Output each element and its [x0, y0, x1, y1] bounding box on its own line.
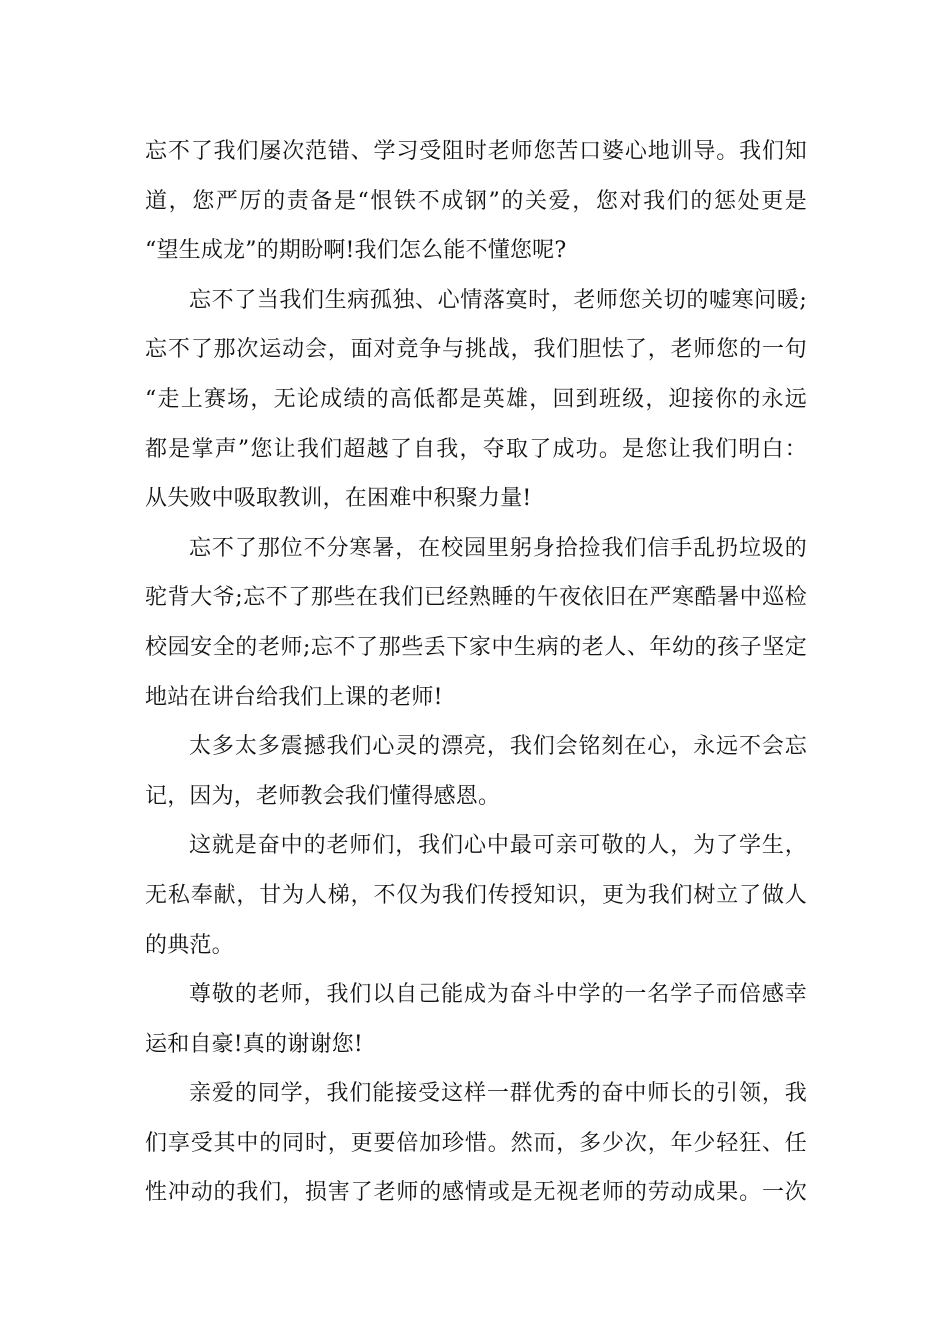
text-line: “走上赛场，无论成绩的高低都是英雄，回到班级，迎接你的永远: [145, 386, 807, 412]
text-line: 记，因为，老师教会我们懂得感恩。: [145, 783, 501, 809]
text-line: 尊敬的老师，我们以自己能成为奋斗中学的一名学子而倍感幸: [189, 982, 807, 1008]
text-line: 的典范。: [145, 932, 234, 958]
paragraph-5: [145, 821, 807, 970]
paragraph-3: [145, 524, 807, 722]
text-line: 道，您严厉的责备是“恨铁不成钢”的关爱，您对我们的惩处更是: [145, 188, 807, 214]
paragraph-7: [145, 1069, 807, 1218]
text-line: 无私奉献，甘为人梯，不仅为我们传授知识，更为我们树立了做人: [145, 882, 807, 908]
body-text: [145, 127, 807, 1218]
text-line: 忘不了那次运动会，面对竞争与挑战，我们胆怯了，老师您的一句: [145, 337, 807, 363]
text-line: 校园安全的老师;忘不了那些丢下家中生病的老人、年幼的孩子坚定: [145, 634, 807, 660]
text-line: 们享受其中的同时，更要倍加珍惜。然而，多少次，年少轻狂、任: [145, 1130, 807, 1156]
text-line: 驼背大爷;忘不了那些在我们已经熟睡的午夜依旧在严寒酷暑中巡检: [145, 585, 807, 611]
text-line: 忘不了那位不分寒暑，在校园里躬身拾捡我们信手乱扔垃圾的: [189, 535, 807, 561]
paragraph-6: [145, 970, 807, 1069]
text-line: “望生成龙”的期盼啊!我们怎么能不懂您呢?: [145, 238, 567, 264]
text-line: 都是掌声”您让我们超越了自我，夺取了成功。是您让我们明白：: [145, 436, 807, 462]
text-line: 亲爱的同学，我们能接受这样一群优秀的奋中师长的引领，我: [189, 1081, 807, 1107]
text-line: 太多太多震撼我们心灵的漂亮，我们会铭刻在心，永远不会忘: [189, 734, 807, 760]
paragraph-2: [145, 276, 807, 524]
text-line: 性冲动的我们，损害了老师的感情或是无视老师的劳动成果。一次: [145, 1180, 807, 1206]
text-line: 运和自豪!真的谢谢您!: [145, 1031, 363, 1057]
text-line: 忘不了当我们生病孤独、心情落寞时，老师您关切的嘘寒问暖;: [189, 287, 807, 313]
paragraph-4: [145, 722, 807, 821]
text-line: 忘不了我们屡次范错、学习受阻时老师您苦口婆心地训导。我们知: [145, 139, 807, 164]
text-line: 这就是奋中的老师们，我们心中最可亲可敬的人，为了学生，: [189, 833, 807, 859]
paragraph-1: [145, 127, 807, 276]
text-line: 从失败中吸取教训，在困难中积聚力量!: [145, 486, 532, 512]
text-line: 地站在讲台给我们上课的老师!: [145, 684, 443, 710]
